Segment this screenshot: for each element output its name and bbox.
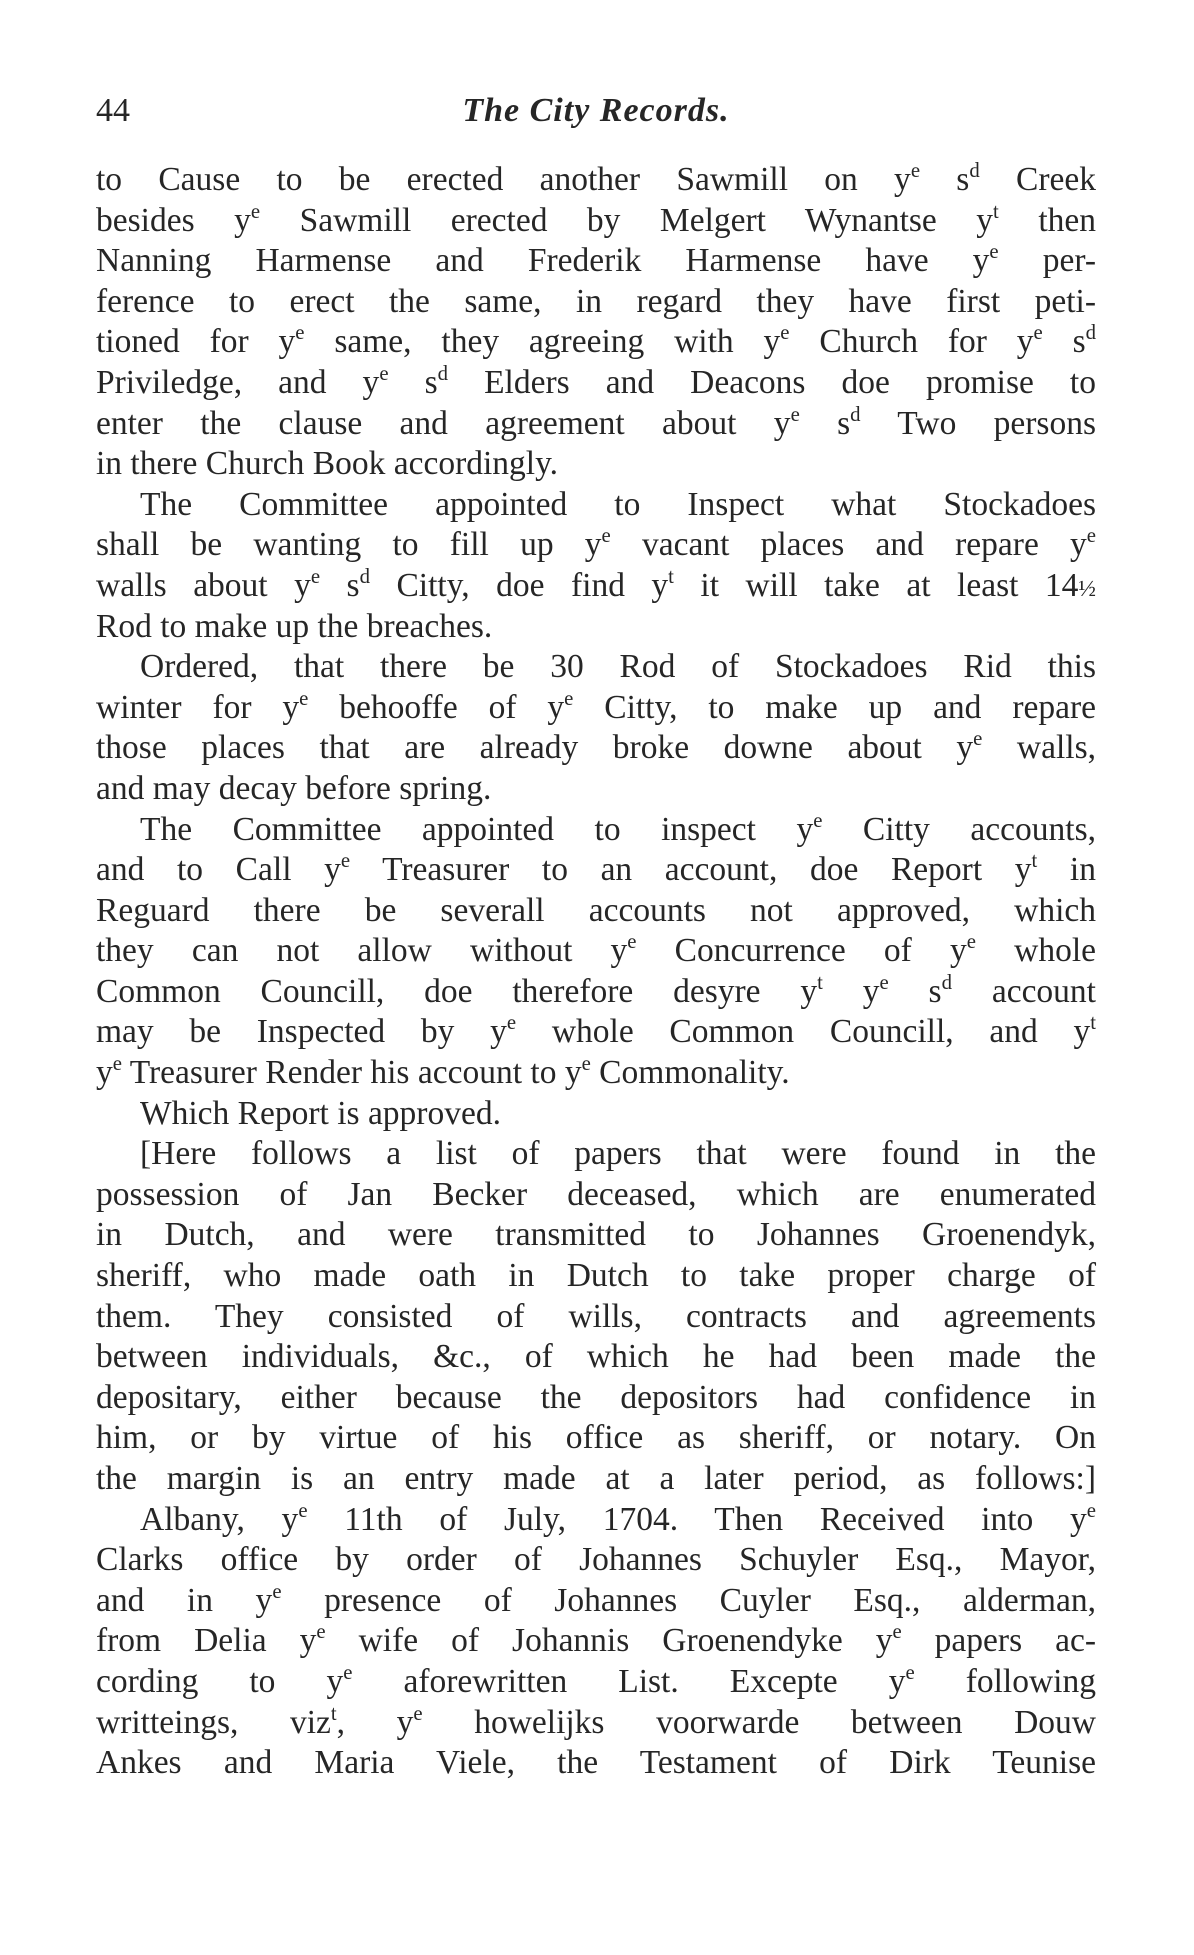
text-line	[96, 1540, 1096, 1581]
superscript: e	[581, 1052, 591, 1076]
text-segment: ference to erect the same, in regard they have first peti-	[96, 282, 1096, 320]
text-line	[96, 363, 1096, 404]
text-segment: Nanning Harmense and Frederik Harmense have y	[96, 242, 990, 280]
text-segment: 11th of July, 1704. Then Received into y	[307, 1500, 1087, 1538]
text-segment: Concurrence of y	[636, 932, 967, 970]
text-line	[96, 647, 1096, 688]
superscript: e	[298, 1498, 308, 1522]
superscript: e	[966, 930, 976, 954]
text-segment: besides y	[96, 201, 251, 239]
text-segment: Treasurer Render his account to y	[121, 1054, 582, 1092]
text-segment: aforewritten List. Excepte y	[352, 1662, 906, 1700]
text-segment: s	[920, 161, 970, 198]
superscript: e	[506, 1011, 517, 1035]
text-segment: y	[96, 1054, 113, 1092]
superscript: e	[1033, 321, 1043, 345]
text-line	[96, 160, 1096, 201]
text-line	[96, 1581, 1096, 1622]
text-segment: Priviledge, and y	[96, 363, 380, 401]
text-line	[96, 566, 1096, 607]
superscript: e	[272, 1579, 282, 1603]
superscript: t	[993, 199, 999, 223]
text-segment: behooffe of y	[308, 688, 565, 726]
text-line	[96, 1094, 1096, 1135]
text-segment: in	[1037, 851, 1096, 889]
text-segment: Albany, y	[140, 1500, 299, 1538]
text-segment: y	[822, 972, 880, 1010]
text-segment: winter for y	[96, 688, 300, 726]
superscript: e	[813, 808, 823, 832]
text-segment: Sawmill erected by Melgert Wynantse y	[260, 201, 994, 239]
text-segment: Ankes and Maria Viele, the Testament of Dirk Teunise	[96, 1744, 1096, 1782]
text-segment: enter the clause and agreement about y	[96, 404, 791, 442]
text-segment: him, or by virtue of his office as sheriff, or notary. On	[96, 1419, 1096, 1457]
text-line	[96, 607, 1096, 648]
text-segment: then	[998, 201, 1096, 239]
text-segment: per-	[998, 242, 1097, 280]
text-line	[96, 1215, 1096, 1256]
text-segment: Which Report is approved.	[140, 1094, 501, 1132]
text-line	[96, 728, 1096, 769]
text-segment: writteings, viz	[96, 1703, 331, 1741]
text-line	[96, 891, 1096, 932]
superscript: e	[340, 849, 351, 873]
superscript: t	[817, 971, 823, 994]
text-segment: them. They consisted of wills, contracts and agreements	[96, 1297, 1096, 1335]
text-segment: s	[799, 404, 851, 442]
text-line	[96, 810, 1096, 851]
superscript: d	[1085, 321, 1097, 345]
text-segment: following	[914, 1662, 1096, 1700]
text-segment: Citty accounts,	[822, 810, 1096, 848]
text-segment: walls,	[982, 729, 1096, 767]
text-line	[96, 1621, 1096, 1662]
text-segment: same, they agreeing with y	[304, 323, 781, 361]
superscript: e	[250, 199, 261, 223]
text-line	[96, 972, 1096, 1013]
text-segment: walls about y	[96, 566, 311, 604]
text-segment: it will take at least 14	[673, 566, 1079, 604]
page-number: 44	[96, 92, 130, 129]
text-segment: to Cause to be erected another Sawmill on y	[96, 161, 911, 198]
superscript: e	[299, 686, 309, 710]
superscript: t	[330, 1701, 337, 1725]
superscript: e	[1086, 1498, 1096, 1522]
text-line	[96, 1256, 1096, 1297]
text-segment: possession of Jan Becker deceased, which are enumerated	[96, 1175, 1096, 1213]
text-line	[96, 1662, 1096, 1703]
superscript: e	[310, 565, 321, 589]
text-segment: shall be wanting to fill up y	[96, 526, 602, 564]
text-segment: depositary, either because the depositors had confidence in	[96, 1378, 1096, 1416]
superscript: d	[359, 565, 370, 589]
superscript: e	[790, 402, 800, 426]
text-segment: s	[388, 363, 438, 401]
running-title: The City Records.	[462, 92, 730, 129]
text-segment: whole	[975, 932, 1096, 970]
text-segment: s	[1042, 323, 1086, 361]
superscript: e	[564, 686, 574, 710]
text-line	[96, 1175, 1096, 1216]
text-segment: Citty, to make up and repare	[573, 688, 1096, 726]
superscript: e	[316, 1620, 326, 1644]
text-line	[96, 1500, 1096, 1541]
text-segment: tioned for y	[96, 323, 296, 361]
text-line	[96, 850, 1096, 891]
text-segment: Treasurer to an account, doe Report y	[350, 851, 1032, 889]
text-line	[96, 322, 1096, 363]
text-segment: [Here follows a list of papers that were found in the	[140, 1135, 1096, 1173]
text-line	[96, 1703, 1096, 1744]
text-segment: s	[888, 972, 942, 1010]
text-line	[96, 1459, 1096, 1500]
superscript: e	[910, 159, 921, 183]
text-line	[96, 1053, 1096, 1094]
text-segment: wife of Johannis Groenendyke y	[325, 1622, 893, 1660]
text-segment: howelijks voorwarde between Douw	[422, 1703, 1096, 1741]
text-line	[96, 525, 1096, 566]
text-line	[96, 282, 1096, 323]
text-segment: , y	[336, 1703, 414, 1741]
text-segment: between individuals, &c., of which he had been made the	[96, 1338, 1096, 1376]
text-line	[96, 1378, 1096, 1419]
text-line	[96, 404, 1096, 445]
text-line	[96, 1418, 1096, 1459]
text-line	[96, 1743, 1096, 1784]
text-line	[96, 1012, 1096, 1053]
superscript: e	[780, 321, 790, 345]
text-segment: Reguard there be severall accounts not approved, which	[96, 891, 1096, 929]
text-segment: and in y	[96, 1581, 273, 1619]
superscript: e	[879, 971, 889, 994]
superscript: e	[343, 1661, 353, 1685]
text-segment: they can not allow without y	[96, 932, 628, 970]
text-segment: The Committee appointed to inspect y	[140, 810, 814, 848]
text-segment: and to Call y	[96, 851, 341, 889]
text-line	[96, 931, 1096, 972]
text-segment: Rod to make up the breaches.	[96, 607, 493, 645]
superscript: d	[850, 402, 861, 426]
text-line	[96, 241, 1096, 282]
superscript: e	[295, 321, 305, 345]
superscript: e	[973, 727, 983, 751]
text-segment: papers ac-	[901, 1622, 1096, 1660]
superscript: e	[112, 1052, 122, 1076]
text-segment: Commonality.	[590, 1054, 790, 1092]
text-segment: the margin is an entry made at a later period, as follows:]	[96, 1460, 1096, 1497]
text-line	[96, 1337, 1096, 1378]
superscript: e	[413, 1701, 423, 1725]
text-segment: Two persons	[860, 404, 1097, 442]
superscript: e	[627, 930, 637, 954]
text-line	[96, 201, 1096, 242]
text-line	[96, 444, 1096, 485]
text-segment: Citty, doe find y	[369, 566, 669, 604]
text-segment: vacant places and repare y	[610, 526, 1087, 564]
superscript: t	[1031, 849, 1038, 873]
text-segment: Clarks office by order of Johannes Schuyler Esq., Mayor,	[96, 1541, 1096, 1579]
text-segment: Common Councill, doe therefore desyre y	[96, 972, 818, 1010]
text-segment: Elders and Deacons doe promise to	[448, 363, 1096, 401]
body-text	[96, 160, 1096, 1784]
superscript: e	[1086, 524, 1097, 548]
superscript: e	[379, 362, 389, 386]
text-segment: whole Common Councill, and y	[516, 1013, 1091, 1051]
text-segment: Ordered, that there be 30 Rod of Stockadoes Rid this	[140, 648, 1096, 686]
text-segment: sheriff, who made oath in Dutch to take proper charge of	[96, 1257, 1096, 1295]
superscript: t	[668, 565, 674, 589]
text-segment: those places that are already broke downe about y	[96, 729, 974, 767]
running-head	[96, 92, 1096, 142]
superscript: t	[1090, 1011, 1096, 1035]
fraction: ½	[1078, 575, 1096, 602]
text-line	[96, 769, 1096, 810]
text-segment: Creek	[979, 161, 1096, 198]
text-segment: from Delia y	[96, 1622, 317, 1660]
text-segment: account	[951, 972, 1096, 1010]
text-line	[96, 1134, 1096, 1175]
text-segment: and may decay before spring.	[96, 769, 492, 807]
text-segment: Church for y	[789, 323, 1034, 361]
text-segment: presence of Johannes Cuyler Esq., alderman,	[281, 1581, 1096, 1619]
text-segment: The Committee appointed to Inspect what Stockadoes	[140, 485, 1096, 523]
text-segment: in Dutch, and were transmitted to Johannes Groenendyk,	[96, 1216, 1096, 1254]
superscript: e	[601, 524, 611, 548]
text-segment: may be Inspected by y	[96, 1013, 507, 1051]
text-line	[96, 688, 1096, 729]
text-line	[96, 1297, 1096, 1338]
superscript: d	[941, 971, 952, 994]
text-segment: in there Church Book accordingly.	[96, 445, 559, 483]
superscript: e	[892, 1620, 902, 1644]
superscript: e	[905, 1661, 915, 1685]
text-segment: cording to y	[96, 1662, 344, 1700]
text-line	[96, 485, 1096, 526]
text-segment: s	[320, 566, 360, 604]
superscript: e	[989, 240, 999, 264]
superscript: d	[969, 159, 980, 183]
superscript: d	[437, 362, 449, 386]
